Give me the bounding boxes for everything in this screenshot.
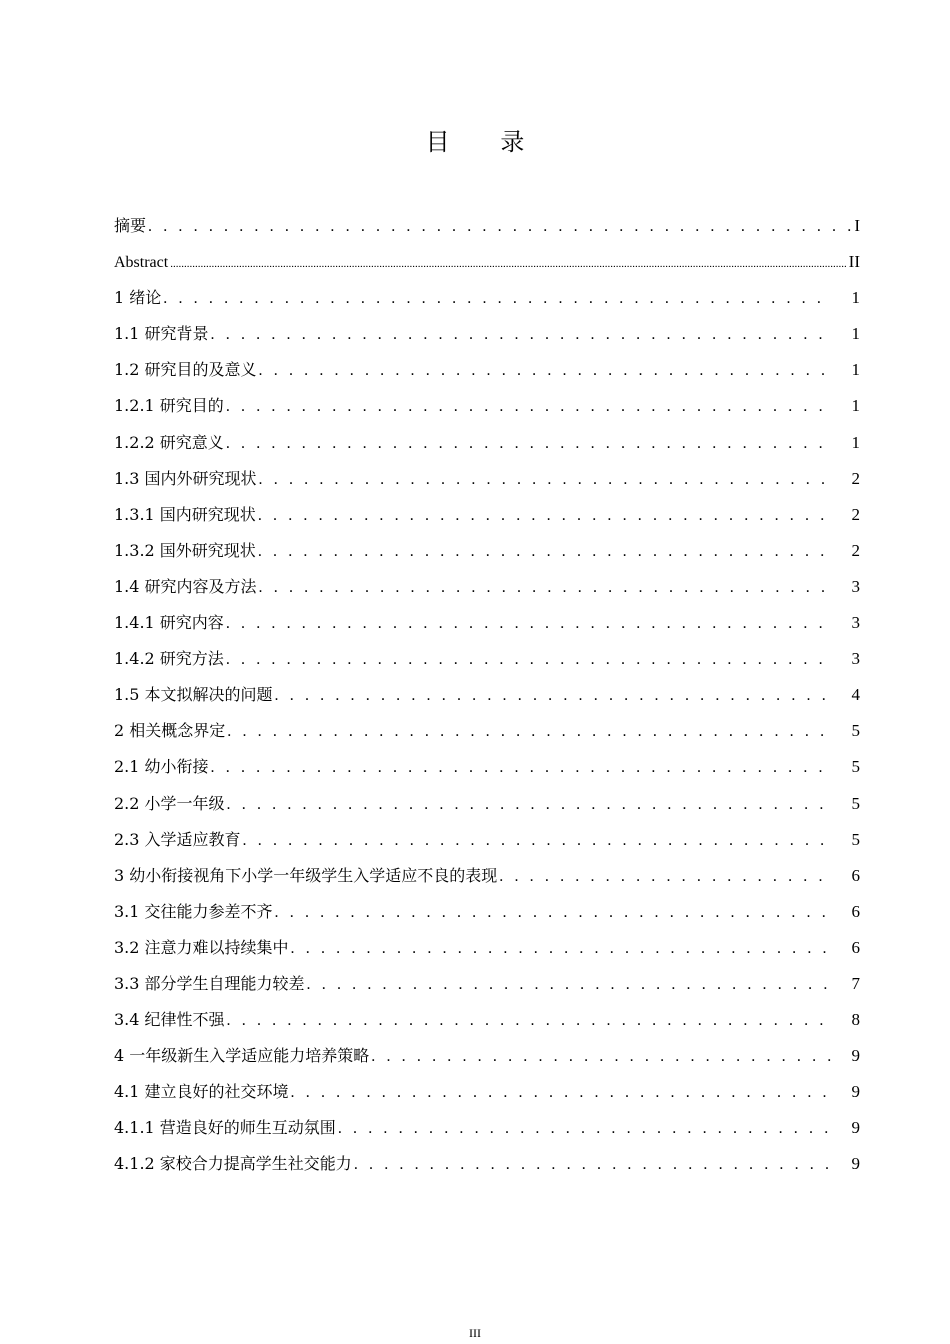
toc-entry-page: 7 <box>851 973 860 993</box>
toc-dot-leader <box>258 498 832 534</box>
toc-dot-leader <box>211 750 832 786</box>
toc-dot-leader <box>170 246 846 282</box>
toc-entry-page: 1 <box>851 288 860 308</box>
toc-dot-leader <box>291 1075 832 1111</box>
toc-entry-page: 3 <box>851 613 860 633</box>
toc-entry[interactable] <box>114 641 860 677</box>
toc-dot-leader <box>243 823 832 859</box>
toc-entry-title: 4.1.1 营造良好的师生互动氛围 <box>114 1118 336 1138</box>
table-of-contents <box>114 208 860 1183</box>
toc-entry-page: 9 <box>851 1082 860 1102</box>
toc-entry[interactable] <box>114 749 860 785</box>
toc-entry-page: 5 <box>851 721 860 741</box>
toc-entry[interactable] <box>114 786 860 822</box>
toc-entry[interactable] <box>114 569 860 605</box>
toc-dot-leader <box>227 714 832 750</box>
toc-dot-leader <box>227 787 832 823</box>
toc-entry-page: 3 <box>851 576 860 596</box>
toc-entry-title: Abstract <box>114 254 169 272</box>
toc-entry-page: 2 <box>851 540 860 560</box>
toc-entry[interactable] <box>114 713 860 749</box>
toc-entry-title: 2 相关概念界定 <box>114 721 226 741</box>
toc-dot-leader <box>211 317 832 353</box>
toc-entry-title: 摘要 <box>114 216 147 235</box>
toc-entry-abstract-cn[interactable] <box>114 208 860 244</box>
toc-dot-leader <box>291 931 832 967</box>
toc-entry-title: 3.3 部分学生自理能力较差 <box>114 973 305 993</box>
toc-entry[interactable] <box>114 605 860 641</box>
toc-entry[interactable] <box>114 858 860 894</box>
toc-entry-page: 6 <box>851 901 860 921</box>
toc-entry-title: 1.3.2 国外研究现状 <box>114 540 256 560</box>
toc-entry-title: 4.1.2 家校合力提高学生社交能力 <box>114 1154 352 1174</box>
toc-entry[interactable] <box>114 677 860 713</box>
toc-entry-title: 1.5 本文拟解决的问题 <box>114 685 273 705</box>
toc-entry-page: 4 <box>851 685 860 705</box>
toc-entry-page: I <box>854 216 860 235</box>
toc-dot-leader <box>226 642 832 678</box>
toc-entry-page: 9 <box>851 1154 860 1174</box>
toc-dot-leader <box>148 209 852 245</box>
toc-entry-title: 1.2.1 研究目的 <box>114 396 224 416</box>
toc-entry-title: 1 绪论 <box>114 288 162 308</box>
toc-entry[interactable] <box>114 425 860 461</box>
toc-entry-abstract-en[interactable] <box>114 244 860 280</box>
toc-entry[interactable] <box>114 388 860 424</box>
toc-dot-leader <box>163 281 832 317</box>
toc-entry[interactable] <box>114 966 860 1002</box>
toc-entry[interactable] <box>114 1002 860 1038</box>
page-number: III <box>469 1326 481 1340</box>
toc-entry-page: 1 <box>851 432 860 452</box>
toc-entry[interactable] <box>114 1038 860 1074</box>
toc-entry-title: 3.2 注意力难以持续集中 <box>114 937 289 957</box>
toc-dot-leader <box>258 534 832 570</box>
toc-entry[interactable] <box>114 316 860 352</box>
toc-entry[interactable] <box>114 1146 860 1182</box>
toc-entry-page: 3 <box>851 649 860 669</box>
toc-dot-leader <box>275 678 832 714</box>
toc-entry-title: 4.1 建立良好的社交环境 <box>114 1082 289 1102</box>
toc-dot-leader <box>226 426 832 462</box>
toc-entry[interactable] <box>114 352 860 388</box>
toc-entry-page: 9 <box>851 1046 860 1066</box>
toc-entry-title: 1.4.1 研究内容 <box>114 613 224 633</box>
toc-entry[interactable] <box>114 822 860 858</box>
toc-entry-title: 4 一年级新生入学适应能力培养策略 <box>114 1046 370 1066</box>
toc-entry-page: 2 <box>851 504 860 524</box>
toc-dot-leader <box>226 389 832 425</box>
toc-entry-title: 1.3.1 国内研究现状 <box>114 504 256 524</box>
toc-dot-leader <box>338 1111 832 1147</box>
toc-dot-leader <box>259 353 832 389</box>
toc-entry-title: 1.2 研究目的及意义 <box>114 360 257 380</box>
toc-entry-title: 3.1 交往能力参差不齐 <box>114 901 273 921</box>
toc-entry-page: 8 <box>851 1010 860 1030</box>
toc-entry[interactable] <box>114 930 860 966</box>
toc-dot-leader <box>371 1039 832 1075</box>
toc-entry[interactable] <box>114 461 860 497</box>
toc-dot-leader <box>499 859 832 895</box>
toc-entry-page: 6 <box>851 865 860 885</box>
toc-entry-title: 1.3 国内外研究现状 <box>114 468 257 488</box>
toc-entry-title: 2.3 入学适应教育 <box>114 829 241 849</box>
toc-entry[interactable] <box>114 497 860 533</box>
toc-entry[interactable] <box>114 1110 860 1146</box>
toc-entry-title: 1.4.2 研究方法 <box>114 649 224 669</box>
toc-entry-page: 5 <box>851 793 860 813</box>
toc-entry-title: 3 幼小衔接视角下小学一年级学生入学适应不良的表现 <box>114 865 498 885</box>
toc-entry-title: 1.2.2 研究意义 <box>114 432 224 452</box>
toc-entry-page: 2 <box>851 468 860 488</box>
toc-entry-page: 1 <box>851 360 860 380</box>
toc-entry-page: 1 <box>851 324 860 344</box>
toc-entry-page: II <box>848 252 860 272</box>
toc-entry-title: 1.1 研究背景 <box>114 324 209 344</box>
toc-dot-leader <box>307 967 832 1003</box>
toc-entry[interactable] <box>114 1074 860 1110</box>
page-title: 目 录 <box>425 128 547 156</box>
toc-entry[interactable] <box>114 894 860 930</box>
toc-dot-leader <box>259 462 832 498</box>
toc-dot-leader <box>354 1147 832 1183</box>
toc-dot-leader <box>259 570 832 606</box>
toc-entry-page: 1 <box>851 396 860 416</box>
toc-dot-leader <box>226 606 832 642</box>
toc-entry[interactable] <box>114 280 860 316</box>
toc-entry[interactable] <box>114 533 860 569</box>
toc-entry-page: 5 <box>851 829 860 849</box>
toc-entry-page: 5 <box>851 757 860 777</box>
toc-dot-leader <box>227 1003 832 1039</box>
toc-entry-page: 6 <box>851 937 860 957</box>
toc-entry-title: 3.4 纪律性不强 <box>114 1010 225 1030</box>
toc-entry-page: 9 <box>851 1118 860 1138</box>
toc-entry-title: 1.4 研究内容及方法 <box>114 576 257 596</box>
toc-entry-title: 2.2 小学一年级 <box>114 793 225 813</box>
toc-dot-leader <box>275 895 832 931</box>
toc-entry-title: 2.1 幼小衔接 <box>114 757 209 777</box>
